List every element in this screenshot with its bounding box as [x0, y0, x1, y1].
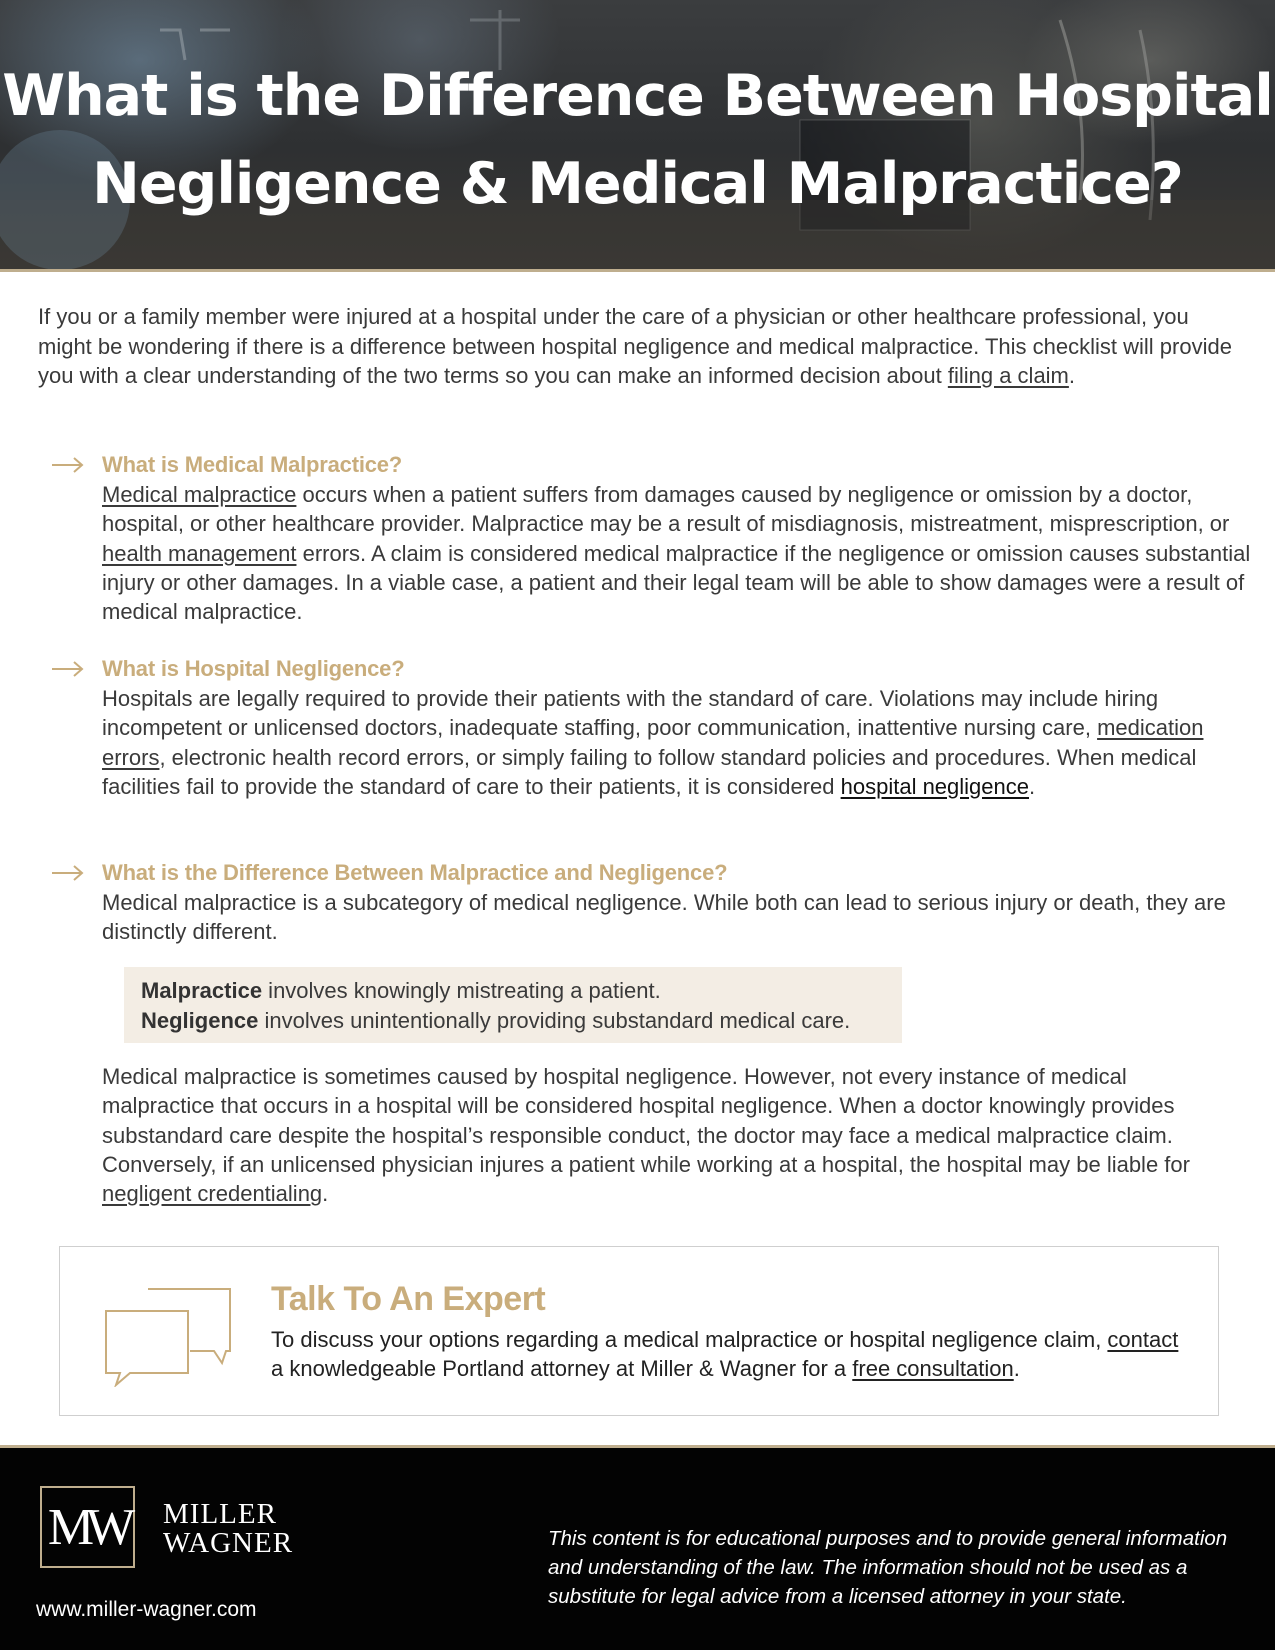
explanation-text: Medical malpractice is sometimes caused by hospital negligence. However, not every instance of medical malpractice that occurs in a hospital will be considered hospital negligence. When a doctor knowingly provides substandard care despite the hospital’s responsible conduct, the doctor may face a medical malpractice claim. Conversely, if an unlicensed physician injures a patient while working at a hospital, the hospital may be liable for — [102, 1064, 1190, 1177]
section-text: . — [1029, 773, 1036, 799]
arrow-right-icon — [50, 859, 86, 887]
free-consultation-link[interactable]: free consultation — [852, 1356, 1014, 1381]
arrow-right-icon — [50, 451, 86, 479]
firm-name — [163, 1500, 293, 1558]
filing-a-claim-link[interactable]: filing a claim — [947, 363, 1069, 388]
section-medical-malpractice — [50, 451, 1251, 631]
section-body — [102, 684, 1252, 801]
difference-explanation — [102, 1062, 1242, 1208]
hospital-negligence-link[interactable]: hospital negligence — [840, 773, 1029, 799]
definition-malpractice: involves knowingly mistreating a patient. — [262, 978, 661, 1003]
section-body — [102, 480, 1252, 626]
health-management-link[interactable]: health management — [102, 540, 297, 566]
medical-malpractice-link[interactable]: Medical malpractice — [102, 482, 297, 507]
contact-link[interactable]: contact — [1107, 1327, 1179, 1352]
expert-text-part: . — [1013, 1356, 1020, 1381]
page-title-line-1: What is the Difference Between Hospital — [2, 63, 1273, 129]
chat-bubbles-icon — [102, 1287, 234, 1387]
section-text: errors. A claim is considered medical malpractice if the negligence or omission causes substantial injury or other damages. In a viable case, a patient and their legal team will be able to show damages were a result of medical malpractice. — [102, 540, 1251, 625]
term-negligence: Negligence — [141, 1007, 259, 1033]
talk-to-expert-box — [59, 1246, 1219, 1416]
explanation-text-end: . — [322, 1181, 329, 1207]
firm-name-line-2: WAGNER — [163, 1527, 294, 1559]
section-heading: What is the Difference Between Malpractice and Negligence? — [102, 860, 728, 885]
intro-paragraph — [38, 302, 1238, 391]
section-hospital-negligence — [50, 655, 1240, 835]
arrow-right-icon — [50, 655, 86, 683]
expert-text-part: To discuss your options regarding a medical malpractice or hospital negligence claim, — [271, 1327, 1108, 1352]
section-text: occurs when a patient suffers from damages caused by negligence or omission by a doctor, hospital, or other healthcare provider. Malpractice may be a result of misdiagnosis, mistreatment, misprescription, or — [102, 482, 1230, 537]
section-difference — [50, 859, 1240, 949]
firm-logo[interactable] — [40, 1486, 135, 1568]
expert-heading: Talk To An Expert — [271, 1280, 546, 1318]
expert-text-part: a knowledgeable Portland attorney at Miller & Wagner for a — [271, 1356, 853, 1381]
legal-disclaimer: This content is for educational purposes and to provide general information and understanding of the law. The information should not be used as a substitute for legal advice from a licensed attorney in your state. — [548, 1527, 1228, 1608]
hero-banner — [0, 0, 1275, 272]
section-heading: What is Medical Malpractice? — [102, 452, 403, 477]
callout-line-malpractice — [141, 976, 885, 1006]
term-malpractice: Malpractice — [141, 978, 263, 1003]
callout-line-negligence — [141, 1006, 885, 1036]
definition-negligence: involves unintentionally providing substandard medical care. — [258, 1007, 851, 1033]
logo-monogram: MW — [47, 1498, 128, 1556]
section-text: , electronic health record errors, or simply failing to follow standard policies and procedures. When medical facilities fail to provide the standard of care to their patients, it is considered — [102, 744, 1197, 799]
expert-text — [271, 1325, 1191, 1383]
page-footer — [0, 1445, 1275, 1650]
intro-text: If you or a family member were injured at a hospital under the care of a physician or other healthcare professional, you might be wondering if there is a difference between hospital negligence and medical malpractice. This checklist will provide you with a clear understanding of the two terms so you can make an informed decision about — [38, 304, 1232, 388]
page-title — [0, 52, 1275, 228]
section-body: Medical malpractice is a subcategory of medical negligence. While both can lead to serious injury or death, they are distinctly different. — [102, 890, 1226, 945]
section-heading: What is Hospital Negligence? — [102, 656, 405, 681]
firm-name-line-1: MILLER — [163, 1498, 277, 1530]
page-title-line-2: Negligence & Medical Malpractice? — [92, 151, 1183, 217]
negligent-credentialing-link[interactable]: negligent credentialing — [102, 1181, 323, 1207]
medication-errors-link[interactable]: medication errors — [102, 715, 1204, 770]
definition-callout — [124, 967, 902, 1043]
website-link[interactable]: www.miller-wagner.com — [36, 1598, 257, 1621]
intro-text-end: . — [1068, 363, 1076, 388]
section-text: Hospitals are legally required to provide their patients with the standard of care. Violations may include hiring incompetent or unlicensed doctors, inadequate staffing, poor communication, inattentive nursing care, — [102, 686, 1159, 741]
